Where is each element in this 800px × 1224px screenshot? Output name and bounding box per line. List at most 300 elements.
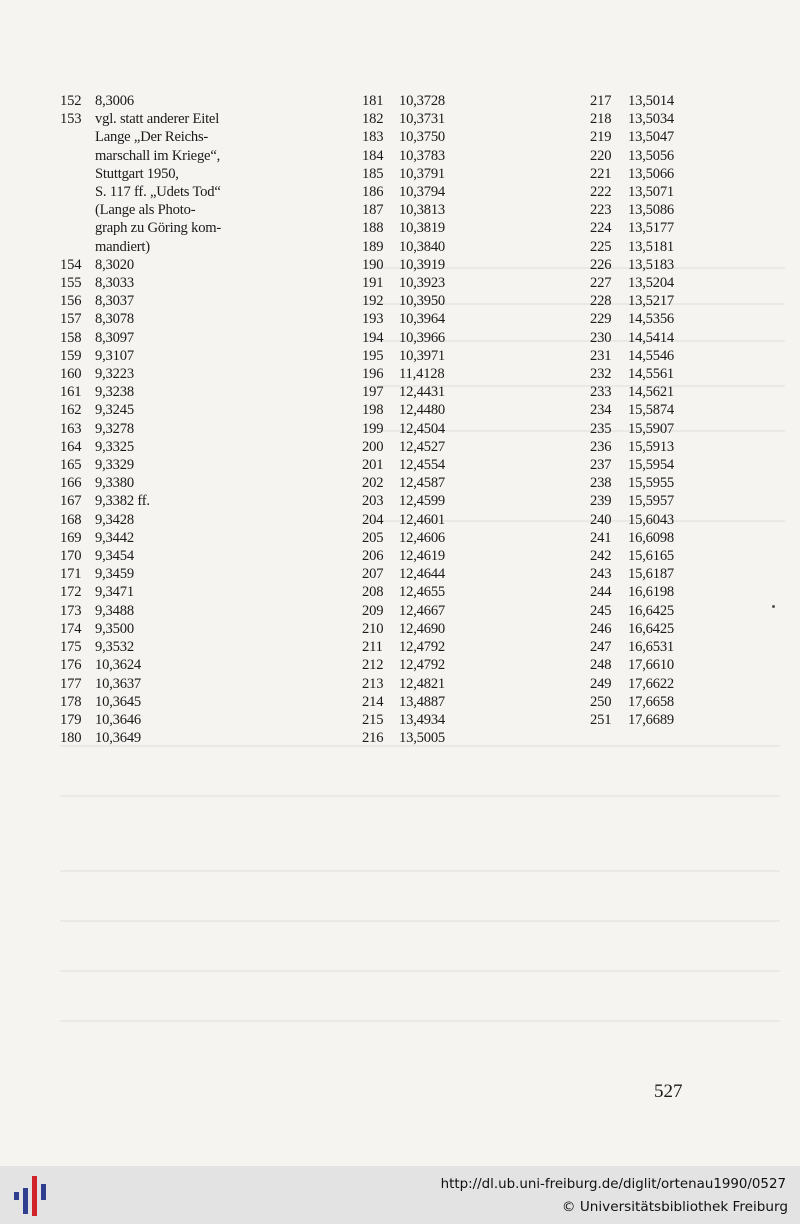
page-reference: 10,3794 [399,184,446,201]
note-number: 174 [60,620,82,637]
note-number: 158 [60,329,82,346]
index-row [60,438,250,456]
index-row [60,474,250,492]
page-reference: 13,5066 [628,165,675,182]
note-number: 192 [362,293,384,310]
note-number: 154 [60,256,82,273]
page-reference: 10,3783 [399,147,446,164]
page-reference: 10,3813 [399,202,446,219]
index-row [590,256,700,274]
page-reference: 12,4690 [399,620,446,637]
page-number: 527 [654,1081,683,1102]
note-number: 156 [60,293,82,310]
note-number: 194 [362,329,384,346]
index-row [362,383,472,401]
note-number: 171 [60,566,82,583]
page-reference: 14,5621 [628,384,675,401]
note-number: 197 [362,384,384,401]
index-column-1 [60,92,250,747]
page-reference: 9,3245 [95,402,134,419]
index-row [362,401,472,419]
index-row [60,511,250,529]
note-number: 183 [362,129,384,146]
page-reference: 12,4599 [399,493,446,510]
note-number: 161 [60,384,82,401]
page-reference: 8,3037 [95,293,134,310]
index-row [362,110,472,128]
index-row [362,675,472,693]
index-note-entry [60,110,250,256]
note-number: 208 [362,584,384,601]
index-row [590,238,700,256]
index-row [362,511,472,529]
index-row [590,329,700,347]
index-row [590,420,700,438]
index-row [590,620,700,638]
note-number: 173 [60,602,82,619]
page-reference: 9,3500 [95,620,134,637]
index-row [362,656,472,674]
page-reference: 10,3819 [399,220,446,237]
note-number: 175 [60,639,82,656]
note-number: 157 [60,311,82,328]
page-reference: 12,4792 [399,657,446,674]
index-row [590,565,700,583]
index-row [362,420,472,438]
index-row [590,711,700,729]
index-row [590,110,700,128]
index-row [60,547,250,565]
index-row [590,292,700,310]
note-number: 248 [590,657,612,674]
note-number: 159 [60,347,82,364]
index-row [590,201,700,219]
note-number: 225 [590,238,612,255]
index-row [590,638,700,656]
note-number: 218 [590,111,612,128]
index-row [362,128,472,146]
page-reference: 12,4554 [399,457,446,474]
note-number: 243 [590,566,612,583]
note-number: 240 [590,511,612,528]
note-number: 214 [362,693,384,710]
note-number: 249 [590,675,612,692]
index-row [60,256,250,274]
page-reference: 8,3097 [95,329,134,346]
index-row [60,383,250,401]
page-reference: 13,5014 [628,93,675,109]
note-number: 182 [362,111,384,128]
note-number: 224 [590,220,612,237]
note-number: 212 [362,657,384,674]
note-number: 164 [60,438,82,455]
page-reference: 15,5955 [628,475,675,492]
index-row [362,274,472,292]
note-number: 153 [60,111,82,128]
index-row [60,565,250,583]
note-text-line: (Lange als Photo- [95,202,196,219]
note-number: 231 [590,347,612,364]
page-reference: 15,5874 [628,402,675,419]
index-row [362,693,472,711]
note-number: 219 [590,129,612,146]
note-number: 209 [362,602,384,619]
note-number: 169 [60,529,82,546]
page-reference: 9,3532 [95,639,134,656]
page-reference: 13,5177 [628,220,675,237]
index-row [60,92,250,110]
index-row [362,147,472,165]
note-text-line: Stuttgart 1950, [95,165,179,182]
page-reference: 9,3223 [95,366,134,383]
note-text-line: vgl. statt anderer Eitel [95,111,220,128]
page-reference: 12,4504 [399,420,446,437]
index-row [60,420,250,438]
page-reference: 12,4655 [399,584,446,601]
index-row [590,183,700,201]
note-number: 242 [590,548,612,565]
index-row [362,183,472,201]
note-number: 196 [362,366,384,383]
page-reference: 16,6425 [628,620,675,637]
page-reference: 13,5047 [628,129,675,146]
page-reference: 13,5204 [628,275,675,292]
page-reference: 12,4601 [399,511,446,528]
page-reference: 9,3325 [95,438,134,455]
note-number: 166 [60,475,82,492]
index-row [590,656,700,674]
note-number: 250 [590,693,612,710]
note-number: 221 [590,165,612,182]
page-reference: 11,4128 [399,366,445,383]
note-number: 200 [362,438,384,455]
note-number: 191 [362,275,384,292]
index-row [362,492,472,510]
index-row [362,92,472,110]
note-number: 184 [362,147,384,164]
note-number: 216 [362,730,384,747]
note-number: 217 [590,93,612,109]
index-row [362,602,472,620]
page-reference: 15,6043 [628,511,675,528]
index-column-3 [590,92,700,729]
note-number: 244 [590,584,612,601]
index-row [590,92,700,110]
page-reference: 9,3471 [95,584,134,601]
index-row [362,310,472,328]
note-number: 233 [590,384,612,401]
index-row [60,401,250,419]
index-row [590,547,700,565]
page-reference: 13,4934 [399,711,446,728]
note-number: 232 [590,366,612,383]
page-reference: 14,5546 [628,347,675,364]
page-reference: 10,3728 [399,93,446,109]
note-number: 251 [590,711,612,728]
index-row [590,511,700,529]
index-row [362,547,472,565]
note-number: 185 [362,165,384,182]
page-reference: 8,3020 [95,256,134,273]
note-number: 162 [60,402,82,419]
note-number: 222 [590,184,612,201]
page-reference: 10,3964 [399,311,446,328]
note-number: 211 [362,639,383,656]
page-reference: 9,3459 [95,566,134,583]
page-reference: 12,4667 [399,602,446,619]
note-number: 237 [590,457,612,474]
note-number: 186 [362,184,384,201]
index-row [590,347,700,365]
note-number: 155 [60,275,82,292]
note-number: 228 [590,293,612,310]
page-reference: 13,5181 [628,238,675,255]
index-row [60,529,250,547]
note-number: 167 [60,493,82,510]
note-text-line: marschall im Kriege“, [95,147,221,164]
page-reference: 10,3966 [399,329,446,346]
index-row [60,329,250,347]
page-reference: 12,4644 [399,566,446,583]
index-row [590,675,700,693]
note-number: 177 [60,675,82,692]
page-reference: 9,3382 ff. [95,493,150,510]
page-reference: 10,3624 [95,657,142,674]
index-row [60,693,250,711]
page-reference: 9,3428 [95,511,134,528]
index-row [590,219,700,237]
index-row [362,529,472,547]
index-row [590,147,700,165]
page-reference: 8,3078 [95,311,134,328]
index-row [362,365,472,383]
page-reference: 12,4431 [399,384,446,401]
note-number: 188 [362,220,384,237]
note-number: 181 [362,93,384,109]
page-reference: 13,5183 [628,256,675,273]
page-reference: 13,5034 [628,111,675,128]
index-row [362,474,472,492]
index-row [60,456,250,474]
note-number: 230 [590,329,612,346]
index-row [362,620,472,638]
note-number: 247 [590,639,612,656]
page-reference: 9,3454 [95,548,134,565]
note-text-line: S. 117 ff. „Udets Tod“ [95,184,221,201]
index-row [60,620,250,638]
note-number: 163 [60,420,82,437]
page-reference: 12,4587 [399,475,446,492]
note-number: 193 [362,311,384,328]
copyright-text: © Universitätsbibliothek Freiburg [561,1199,788,1215]
note-text-line: Lange „Der Reichs- [95,129,209,146]
page-reference: 10,3637 [95,675,142,692]
note-number: 168 [60,511,82,528]
index-row [590,165,700,183]
note-number: 201 [362,457,384,474]
index-row [590,365,700,383]
index-row [362,329,472,347]
page-reference: 12,4619 [399,548,446,565]
note-number: 229 [590,311,612,328]
note-text-line: graph zu Göring kom- [95,220,222,237]
page-reference: 10,3840 [399,238,446,255]
index-row [590,492,700,510]
note-number: 238 [590,475,612,492]
index-row [590,438,700,456]
page-reference: 9,3278 [95,420,134,437]
footer-bar [0,1166,800,1224]
index-row [362,583,472,601]
note-number: 198 [362,402,384,419]
index-row [60,274,250,292]
note-number: 203 [362,493,384,510]
page-reference: 15,5957 [628,493,675,510]
note-number: 215 [362,711,384,728]
index-row [362,201,472,219]
page-reference: 15,5907 [628,420,675,437]
index-row [362,292,472,310]
page-reference: 10,3646 [95,711,142,728]
page-reference: 10,3791 [399,165,446,182]
margin-dot-mark [772,605,775,608]
index-row [362,729,472,747]
page-reference: 12,4792 [399,639,446,656]
index-row [60,729,250,747]
page-reference: 13,5056 [628,147,675,164]
index-row [362,256,472,274]
page-reference: 12,4480 [399,402,446,419]
index-row [60,656,250,674]
note-number: 223 [590,202,612,219]
page-reference: 9,3442 [95,529,134,546]
page-reference: 10,3971 [399,347,446,364]
note-number: 195 [362,347,384,364]
index-row [590,583,700,601]
index-row [590,602,700,620]
note-number: 206 [362,548,384,565]
index-row [362,638,472,656]
note-number: 189 [362,238,384,255]
note-number: 241 [590,529,612,546]
index-row [590,474,700,492]
page-reference: 15,6165 [628,548,675,565]
index-row [60,602,250,620]
source-url-link[interactable]: http://dl.ub.uni-freiburg.de/diglit/ortenau1990/0527 [440,1177,786,1192]
page-reference: 15,5954 [628,457,675,474]
page-reference: 10,3731 [399,111,446,128]
page-reference: 16,6198 [628,584,675,601]
page-reference: 14,5414 [628,329,675,346]
page-reference: 8,3033 [95,275,134,292]
note-number: 227 [590,275,612,292]
page-reference: 12,4606 [399,529,446,546]
page-reference: 8,3006 [95,93,134,109]
index-column-2 [362,92,472,747]
note-text-line: mandiert) [95,238,150,255]
page-reference: 12,4821 [399,675,446,692]
page-reference: 9,3380 [95,475,134,492]
index-row [60,638,250,656]
note-number: 235 [590,420,612,437]
index-row [590,456,700,474]
page-reference: 10,3950 [399,293,446,310]
page-reference: 12,4527 [399,438,446,455]
index-row [590,401,700,419]
index-row [362,711,472,729]
note-number: 220 [590,147,612,164]
page-reference: 10,3750 [399,129,446,146]
index-row [590,693,700,711]
index-row [362,219,472,237]
note-number: 204 [362,511,384,528]
index-row [60,492,250,510]
note-number: 236 [590,438,612,455]
note-number: 170 [60,548,82,565]
note-number: 187 [362,202,384,219]
index-row [60,292,250,310]
index-row [590,128,700,146]
note-number: 202 [362,475,384,492]
index-row [60,310,250,328]
page-reference: 15,5913 [628,438,675,455]
index-row [362,456,472,474]
index-row [590,274,700,292]
index-row [590,529,700,547]
page-reference: 16,6098 [628,529,675,546]
page-reference: 10,3923 [399,275,446,292]
index-row [590,383,700,401]
note-number: 179 [60,711,82,728]
page-reference: 9,3107 [95,347,134,364]
page-reference: 13,5086 [628,202,675,219]
page-reference: 17,6689 [628,711,675,728]
page-reference: 16,6531 [628,639,675,656]
page-reference: 13,5005 [399,730,446,747]
page-reference: 17,6610 [628,657,675,674]
page-reference: 17,6658 [628,693,675,710]
page-reference: 13,5217 [628,293,675,310]
note-number: 245 [590,602,612,619]
note-number: 246 [590,620,612,637]
page-reference: 10,3919 [399,256,446,273]
note-number: 239 [590,493,612,510]
note-number: 178 [60,693,82,710]
index-row [60,675,250,693]
note-number: 152 [60,93,82,109]
index-row [60,347,250,365]
page-reference: 13,5071 [628,184,675,201]
index-row [362,165,472,183]
note-number: 199 [362,420,384,437]
note-number: 234 [590,402,612,419]
note-number: 190 [362,256,384,273]
note-number: 210 [362,620,384,637]
page-reference: 9,3238 [95,384,134,401]
note-number: 226 [590,256,612,273]
page-reference: 17,6622 [628,675,675,692]
note-number: 176 [60,657,82,674]
index-row [362,438,472,456]
page-reference: 14,5561 [628,366,675,383]
note-number: 172 [60,584,82,601]
note-number: 165 [60,457,82,474]
note-number: 180 [60,730,82,747]
page-reference: 10,3645 [95,693,142,710]
index-row [60,711,250,729]
page-reference: 16,6425 [628,602,675,619]
note-number: 213 [362,675,384,692]
